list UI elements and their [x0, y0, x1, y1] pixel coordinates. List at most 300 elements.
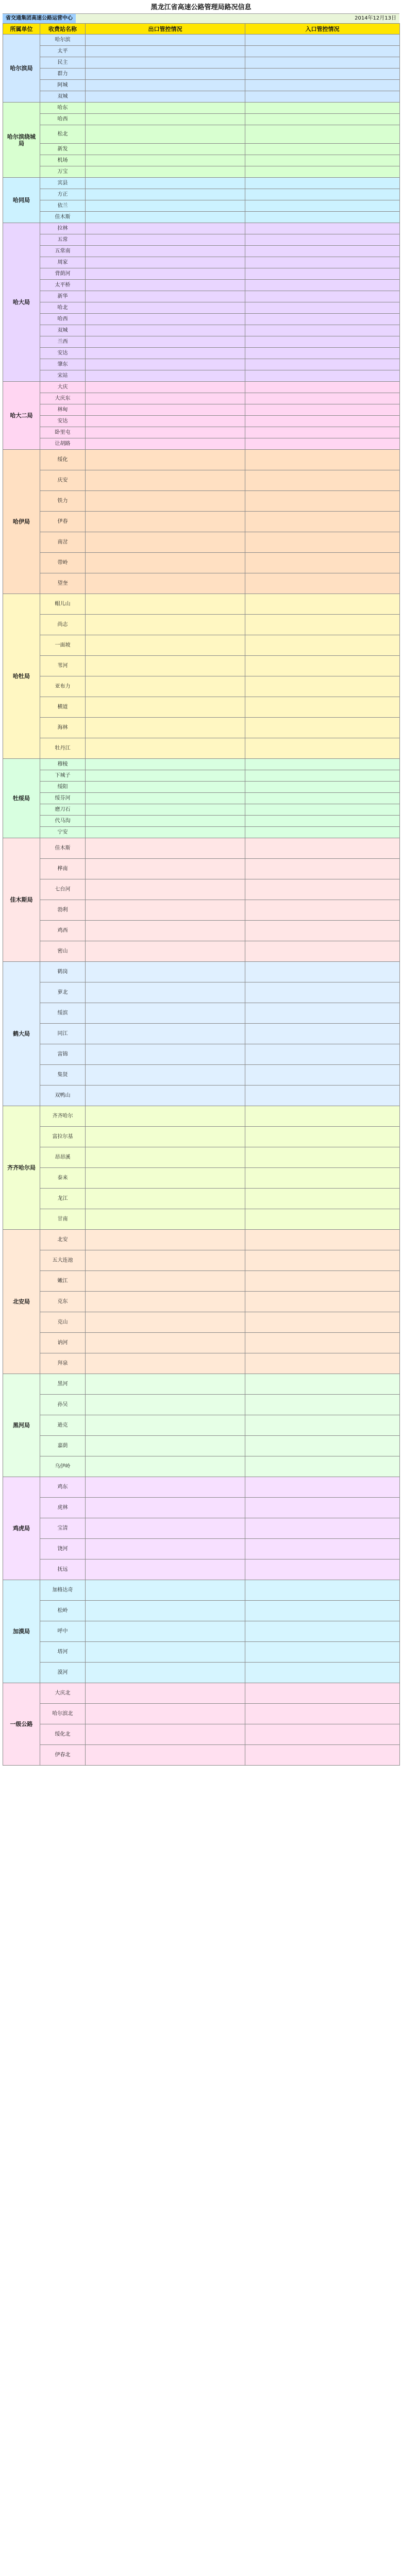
- station-name-cell: 绥化北: [40, 1724, 86, 1745]
- exit-status-cell: [86, 291, 245, 302]
- entry-status-cell: [245, 336, 400, 348]
- station-name-cell: 大庆: [40, 382, 86, 393]
- entry-status-cell: [245, 178, 400, 189]
- station-name-cell: 代马沟: [40, 816, 86, 827]
- exit-status-cell: [86, 1106, 245, 1127]
- exit-status-cell: [86, 80, 245, 91]
- station-name-cell: 机场: [40, 155, 86, 166]
- exit-status-cell: [86, 470, 245, 491]
- table-row: [3, 1168, 400, 1189]
- station-name-cell: 七台河: [40, 879, 86, 900]
- table-row: [3, 91, 400, 103]
- station-name-cell: 绥阳: [40, 782, 86, 793]
- table-row: [3, 697, 400, 718]
- region-cell: 哈尔滨局: [3, 35, 40, 103]
- table-row: [3, 46, 400, 57]
- table-row: [3, 200, 400, 212]
- entry-status-cell: [245, 166, 400, 178]
- entry-status-cell: [245, 212, 400, 223]
- entry-status-cell: [245, 1127, 400, 1147]
- entry-status-cell: [245, 1477, 400, 1498]
- entry-status-cell: [245, 838, 400, 859]
- exit-status-cell: [86, 1518, 245, 1539]
- entry-status-cell: [245, 470, 400, 491]
- entry-status-cell: [245, 125, 400, 144]
- exit-status-cell: [86, 770, 245, 782]
- entry-status-cell: [245, 553, 400, 573]
- station-name-cell: 群力: [40, 69, 86, 80]
- exit-status-cell: [86, 114, 245, 125]
- table-row: [3, 1621, 400, 1642]
- entry-status-cell: [245, 491, 400, 512]
- table-row: [3, 921, 400, 941]
- table-row: [3, 1580, 400, 1601]
- table-row: [3, 1704, 400, 1724]
- station-name-cell: 五大连池: [40, 1250, 86, 1271]
- entry-status-cell: [245, 314, 400, 325]
- station-name-cell: 兰西: [40, 336, 86, 348]
- station-name-cell: 哈尔滨北: [40, 1704, 86, 1724]
- exit-status-cell: [86, 1539, 245, 1560]
- station-name-cell: 一面坡: [40, 635, 86, 656]
- entry-status-cell: [245, 1415, 400, 1436]
- entry-status-cell: [245, 1456, 400, 1477]
- exit-status-cell: [86, 859, 245, 879]
- exit-status-cell: [86, 759, 245, 770]
- station-name-cell: 带岭: [40, 553, 86, 573]
- exit-status-cell: [86, 573, 245, 594]
- entry-status-cell: [245, 1498, 400, 1518]
- table-row: [3, 1560, 400, 1580]
- table-row: [3, 325, 400, 336]
- station-name-cell: 哈西: [40, 114, 86, 125]
- table-row: [3, 1292, 400, 1312]
- entry-status-cell: [245, 770, 400, 782]
- table-row: [3, 1415, 400, 1436]
- entry-status-cell: [245, 1250, 400, 1271]
- exit-status-cell: [86, 921, 245, 941]
- entry-status-cell: [245, 35, 400, 46]
- table-row: [3, 359, 400, 370]
- station-name-cell: 哈尔滨: [40, 35, 86, 46]
- table-row: [3, 450, 400, 470]
- exit-status-cell: [86, 491, 245, 512]
- entry-status-cell: [245, 438, 400, 450]
- station-name-cell: 太平桥: [40, 280, 86, 291]
- region-cell: 哈大局: [3, 223, 40, 382]
- station-name-cell: 让胡路: [40, 438, 86, 450]
- table-row: [3, 1601, 400, 1621]
- table-row: [3, 804, 400, 816]
- table-row: [3, 1044, 400, 1065]
- exit-status-cell: [86, 838, 245, 859]
- entry-status-cell: [245, 291, 400, 302]
- entry-status-cell: [245, 1663, 400, 1683]
- table-row: [3, 314, 400, 325]
- entry-status-cell: [245, 1312, 400, 1333]
- table-row: [3, 280, 400, 291]
- table-row: [3, 382, 400, 393]
- exit-status-cell: [86, 223, 245, 234]
- status-table: [3, 23, 400, 1766]
- exit-status-cell: [86, 1230, 245, 1250]
- table-row: [3, 615, 400, 635]
- exit-status-cell: [86, 280, 245, 291]
- entry-status-cell: [245, 827, 400, 838]
- station-name-cell: 五常南: [40, 246, 86, 257]
- table-row: [3, 900, 400, 921]
- exit-status-cell: [86, 1168, 245, 1189]
- station-name-cell: 周家: [40, 257, 86, 268]
- station-name-cell: 同江: [40, 1024, 86, 1044]
- exit-status-cell: [86, 348, 245, 359]
- table-row: [3, 1683, 400, 1704]
- station-name-cell: 卧里屯: [40, 427, 86, 438]
- station-name-cell: 宁安: [40, 827, 86, 838]
- table-row: [3, 827, 400, 838]
- station-name-cell: 鹤岗: [40, 962, 86, 982]
- table-row: [3, 257, 400, 268]
- exit-status-cell: [86, 144, 245, 155]
- region-cell: 齐齐哈尔局: [3, 1106, 40, 1230]
- region-cell: 鹤大局: [3, 962, 40, 1106]
- station-name-cell: 绥滨: [40, 1003, 86, 1024]
- table-row: [3, 676, 400, 697]
- exit-status-cell: [86, 268, 245, 280]
- station-name-cell: 佳木斯: [40, 838, 86, 859]
- table-row: [3, 1333, 400, 1353]
- station-name-cell: 桦南: [40, 859, 86, 879]
- entry-status-cell: [245, 1353, 400, 1374]
- entry-status-cell: [245, 1560, 400, 1580]
- station-name-cell: 南岔: [40, 532, 86, 553]
- exit-status-cell: [86, 69, 245, 80]
- station-name-cell: 林甸: [40, 404, 86, 416]
- station-name-cell: 伊春北: [40, 1745, 86, 1766]
- table-header-row: [3, 24, 400, 35]
- exit-status-cell: [86, 1621, 245, 1642]
- exit-status-cell: [86, 359, 245, 370]
- station-name-cell: 大庆北: [40, 1683, 86, 1704]
- entry-status-cell: [245, 144, 400, 155]
- entry-status-cell: [245, 416, 400, 427]
- exit-status-cell: [86, 1724, 245, 1745]
- station-name-cell: 富锦: [40, 1044, 86, 1065]
- exit-status-cell: [86, 1395, 245, 1415]
- entry-status-cell: [245, 697, 400, 718]
- exit-status-cell: [86, 155, 245, 166]
- table-row: [3, 1663, 400, 1683]
- table-row: [3, 212, 400, 223]
- table-row: [3, 268, 400, 280]
- exit-status-cell: [86, 1086, 245, 1106]
- station-name-cell: 抚远: [40, 1560, 86, 1580]
- table-row: [3, 718, 400, 738]
- station-name-cell: 苇河: [40, 656, 86, 676]
- report-date: 2014年12月13日: [355, 15, 396, 21]
- entry-status-cell: [245, 404, 400, 416]
- exit-status-cell: [86, 982, 245, 1003]
- station-name-cell: 克山: [40, 1312, 86, 1333]
- exit-status-cell: [86, 103, 245, 114]
- exit-status-cell: [86, 427, 245, 438]
- header-exit: 出口管控情况: [86, 24, 245, 35]
- station-name-cell: 塔河: [40, 1642, 86, 1663]
- table-row: [3, 416, 400, 427]
- exit-status-cell: [86, 1642, 245, 1663]
- station-name-cell: 鸡西: [40, 921, 86, 941]
- station-name-cell: 牡丹江: [40, 738, 86, 759]
- table-row: [3, 1003, 400, 1024]
- station-name-cell: 安达: [40, 348, 86, 359]
- report-title: 黑龙江省高速公路管理局路况信息: [3, 2, 399, 13]
- entry-status-cell: [245, 982, 400, 1003]
- entry-status-cell: [245, 532, 400, 553]
- exit-status-cell: [86, 793, 245, 804]
- exit-status-cell: [86, 1209, 245, 1230]
- station-name-cell: 北安: [40, 1230, 86, 1250]
- exit-status-cell: [86, 91, 245, 103]
- station-name-cell: 哈西: [40, 314, 86, 325]
- table-row: [3, 859, 400, 879]
- station-name-cell: 背荫河: [40, 268, 86, 280]
- exit-status-cell: [86, 1353, 245, 1374]
- entry-status-cell: [245, 280, 400, 291]
- station-name-cell: 萝北: [40, 982, 86, 1003]
- station-name-cell: 逊克: [40, 1415, 86, 1436]
- station-name-cell: 横道: [40, 697, 86, 718]
- exit-status-cell: [86, 125, 245, 144]
- exit-status-cell: [86, 1271, 245, 1292]
- region-cell: 加漠局: [3, 1580, 40, 1683]
- entry-status-cell: [245, 359, 400, 370]
- table-row: [3, 1271, 400, 1292]
- entry-status-cell: [245, 348, 400, 359]
- station-name-cell: 泰来: [40, 1168, 86, 1189]
- station-name-cell: 亚布力: [40, 676, 86, 697]
- station-name-cell: 宝清: [40, 1518, 86, 1539]
- station-name-cell: 虎林: [40, 1498, 86, 1518]
- exit-status-cell: [86, 1477, 245, 1498]
- station-name-cell: 安达: [40, 416, 86, 427]
- entry-status-cell: [245, 1086, 400, 1106]
- entry-status-cell: [245, 900, 400, 921]
- station-name-cell: 漠河: [40, 1663, 86, 1683]
- station-name-cell: 孙吴: [40, 1395, 86, 1415]
- entry-status-cell: [245, 1147, 400, 1168]
- entry-status-cell: [245, 1292, 400, 1312]
- table-row: [3, 291, 400, 302]
- table-row: [3, 1024, 400, 1044]
- entry-status-cell: [245, 656, 400, 676]
- entry-status-cell: [245, 1642, 400, 1663]
- entry-status-cell: [245, 1704, 400, 1724]
- table-row: [3, 656, 400, 676]
- station-name-cell: 万宝: [40, 166, 86, 178]
- entry-status-cell: [245, 200, 400, 212]
- entry-status-cell: [245, 450, 400, 470]
- report-footer: [3, 1766, 399, 1774]
- exit-status-cell: [86, 314, 245, 325]
- station-name-cell: 五常: [40, 234, 86, 246]
- station-name-cell: 龙江: [40, 1189, 86, 1209]
- exit-status-cell: [86, 438, 245, 450]
- header-entry: 入口管控情况: [245, 24, 400, 35]
- entry-status-cell: [245, 879, 400, 900]
- station-name-cell: 嫩江: [40, 1271, 86, 1292]
- entry-status-cell: [245, 512, 400, 532]
- exit-status-cell: [86, 656, 245, 676]
- region-cell: 哈牡局: [3, 594, 40, 759]
- table-row: [3, 1230, 400, 1250]
- region-cell: 一级公路: [3, 1683, 40, 1766]
- exit-status-cell: [86, 1333, 245, 1353]
- region-cell: 哈伊局: [3, 450, 40, 594]
- exit-status-cell: [86, 1683, 245, 1704]
- entry-status-cell: [245, 738, 400, 759]
- table-row: [3, 234, 400, 246]
- exit-status-cell: [86, 200, 245, 212]
- exit-status-cell: [86, 1374, 245, 1395]
- region-cell: 哈同局: [3, 178, 40, 223]
- station-name-cell: 肇东: [40, 359, 86, 370]
- entry-status-cell: [245, 223, 400, 234]
- exit-status-cell: [86, 1312, 245, 1333]
- table-row: [3, 336, 400, 348]
- entry-status-cell: [245, 615, 400, 635]
- station-name-cell: 新发: [40, 144, 86, 155]
- exit-status-cell: [86, 450, 245, 470]
- entry-status-cell: [245, 325, 400, 336]
- station-name-cell: 望奎: [40, 573, 86, 594]
- entry-status-cell: [245, 57, 400, 69]
- station-name-cell: 鸡东: [40, 1477, 86, 1498]
- station-name-cell: 绥芬河: [40, 793, 86, 804]
- station-name-cell: 宋站: [40, 370, 86, 382]
- table-row: [3, 178, 400, 189]
- exit-status-cell: [86, 1601, 245, 1621]
- exit-status-cell: [86, 1580, 245, 1601]
- station-name-cell: 呼中: [40, 1621, 86, 1642]
- entry-status-cell: [245, 1580, 400, 1601]
- entry-status-cell: [245, 46, 400, 57]
- entry-status-cell: [245, 1539, 400, 1560]
- exit-status-cell: [86, 246, 245, 257]
- table-row: [3, 470, 400, 491]
- table-row: [3, 573, 400, 594]
- entry-status-cell: [245, 804, 400, 816]
- exit-status-cell: [86, 1745, 245, 1766]
- entry-status-cell: [245, 1003, 400, 1024]
- region-cell: 牡绥局: [3, 759, 40, 838]
- exit-status-cell: [86, 962, 245, 982]
- station-name-cell: 齐齐哈尔: [40, 1106, 86, 1127]
- table-row: [3, 1539, 400, 1560]
- entry-status-cell: [245, 1374, 400, 1395]
- entry-status-cell: [245, 69, 400, 80]
- entry-status-cell: [245, 1724, 400, 1745]
- table-row: [3, 1147, 400, 1168]
- region-cell: 鸡虎局: [3, 1477, 40, 1580]
- table-row: [3, 189, 400, 200]
- region-cell: 北安局: [3, 1230, 40, 1374]
- station-name-cell: 依兰: [40, 200, 86, 212]
- entry-status-cell: [245, 393, 400, 404]
- station-name-cell: 穆棱: [40, 759, 86, 770]
- entry-status-cell: [245, 268, 400, 280]
- table-row: [3, 1498, 400, 1518]
- station-name-cell: 昂昂溪: [40, 1147, 86, 1168]
- table-row: [3, 982, 400, 1003]
- station-name-cell: 哈北: [40, 302, 86, 314]
- entry-status-cell: [245, 793, 400, 804]
- station-name-cell: 哈东: [40, 103, 86, 114]
- table-row: [3, 1106, 400, 1127]
- station-name-cell: 双鸭山: [40, 1086, 86, 1106]
- table-row: [3, 1436, 400, 1456]
- entry-status-cell: [245, 782, 400, 793]
- station-name-cell: 帽儿山: [40, 594, 86, 615]
- exit-status-cell: [86, 1663, 245, 1683]
- entry-status-cell: [245, 1395, 400, 1415]
- exit-status-cell: [86, 178, 245, 189]
- exit-status-cell: [86, 676, 245, 697]
- table-row: [3, 1724, 400, 1745]
- table-row: [3, 738, 400, 759]
- exit-status-cell: [86, 166, 245, 178]
- table-row: [3, 962, 400, 982]
- table-row: [3, 80, 400, 91]
- exit-status-cell: [86, 718, 245, 738]
- exit-status-cell: [86, 1250, 245, 1271]
- table-row: [3, 1353, 400, 1374]
- exit-status-cell: [86, 404, 245, 416]
- entry-status-cell: [245, 1683, 400, 1704]
- exit-status-cell: [86, 1704, 245, 1724]
- station-name-cell: 太平: [40, 46, 86, 57]
- exit-status-cell: [86, 1415, 245, 1436]
- entry-status-cell: [245, 1230, 400, 1250]
- station-name-cell: 阿城: [40, 80, 86, 91]
- exit-status-cell: [86, 1498, 245, 1518]
- exit-status-cell: [86, 1292, 245, 1312]
- station-name-cell: 克东: [40, 1292, 86, 1312]
- table-row: [3, 57, 400, 69]
- exit-status-cell: [86, 393, 245, 404]
- entry-status-cell: [245, 103, 400, 114]
- exit-status-cell: [86, 325, 245, 336]
- station-name-cell: 讷河: [40, 1333, 86, 1353]
- exit-status-cell: [86, 1456, 245, 1477]
- region-cell: 哈大二局: [3, 382, 40, 450]
- region-cell: 佳木斯局: [3, 838, 40, 962]
- entry-status-cell: [245, 1189, 400, 1209]
- exit-status-cell: [86, 532, 245, 553]
- table-row: [3, 166, 400, 178]
- entry-status-cell: [245, 718, 400, 738]
- table-row: [3, 838, 400, 859]
- exit-status-cell: [86, 336, 245, 348]
- table-row: [3, 438, 400, 450]
- table-row: [3, 1374, 400, 1395]
- entry-status-cell: [245, 1065, 400, 1086]
- entry-status-cell: [245, 1621, 400, 1642]
- station-name-cell: 新华: [40, 291, 86, 302]
- table-row: [3, 125, 400, 144]
- table-row: [3, 103, 400, 114]
- entry-status-cell: [245, 573, 400, 594]
- region-cell: 哈尔滨绕城局: [3, 103, 40, 178]
